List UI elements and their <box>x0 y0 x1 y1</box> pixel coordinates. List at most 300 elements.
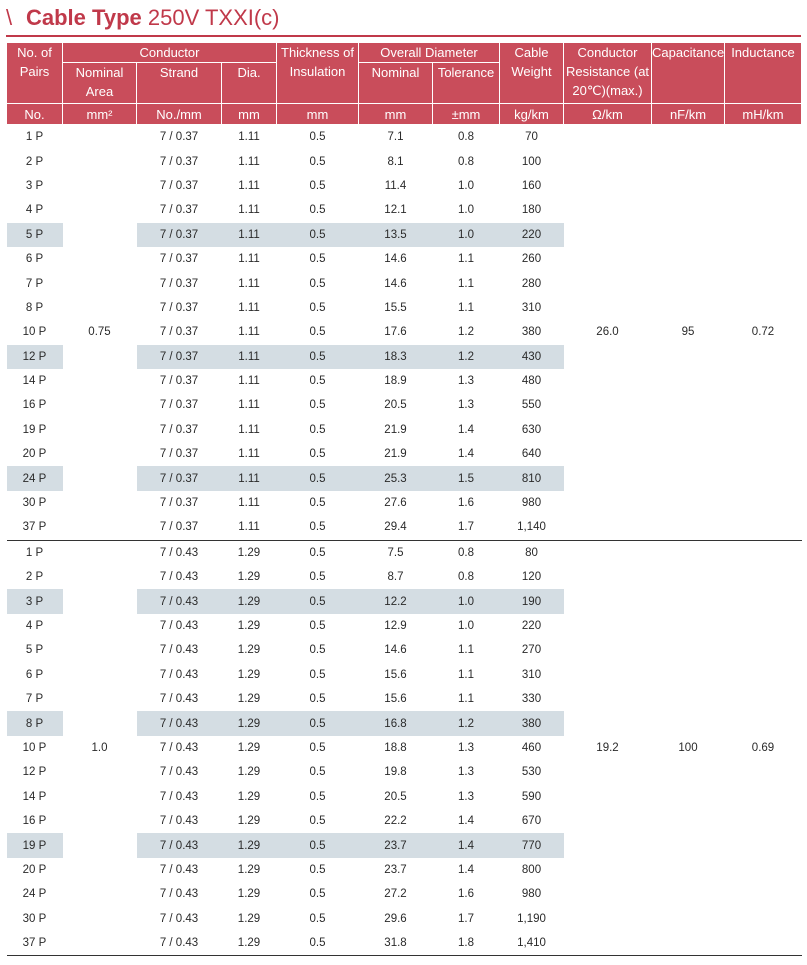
empty-cell <box>652 369 725 393</box>
od-tolerance-cell: 1.1 <box>458 668 474 681</box>
page-title <box>6 4 801 32</box>
strand-cell: 7 / 0.43 <box>137 589 222 613</box>
empty-cell <box>564 760 652 784</box>
empty-cell <box>564 174 652 198</box>
od-nominal-cell: 18.8 <box>384 741 407 754</box>
capacitance-cell: 100 <box>678 741 698 754</box>
od-tolerance-cell: 1.0 <box>433 589 500 613</box>
weight-cell: 190 <box>500 589 564 613</box>
strand-cell: 7 / 0.37 <box>159 179 199 192</box>
empty-cell <box>725 687 802 711</box>
empty-cell <box>652 149 725 173</box>
od-nominal-cell: 20.5 <box>384 790 407 803</box>
strand-cell: 7 / 0.37 <box>159 448 199 461</box>
col-dia: Dia. <box>222 63 277 104</box>
od-nominal-cell: 21.9 <box>384 423 407 436</box>
weight-cell: 260 <box>521 253 542 266</box>
empty-cell <box>725 614 802 638</box>
insulation-cell: 0.5 <box>309 326 326 339</box>
empty-cell <box>564 809 652 833</box>
title-slash: \ <box>6 5 13 30</box>
od-tolerance-cell: 0.8 <box>458 131 474 144</box>
empty-cell <box>725 174 802 198</box>
empty-cell <box>725 466 802 490</box>
empty-cell <box>63 760 137 784</box>
strand-cell: 7 / 0.37 <box>159 399 199 412</box>
insulation-cell: 0.5 <box>277 515 359 540</box>
weight-cell: 480 <box>521 375 542 388</box>
strand-cell: 7 / 0.37 <box>137 466 222 490</box>
insulation-cell: 0.5 <box>309 375 326 388</box>
empty-cell <box>652 687 725 711</box>
empty-cell <box>652 711 725 735</box>
empty-cell <box>63 882 137 906</box>
strand-cell: 7 / 0.43 <box>159 571 199 584</box>
od-tolerance-cell: 1.1 <box>458 693 474 706</box>
dia-cell: 1.11 <box>222 223 277 247</box>
empty-cell <box>652 515 725 540</box>
od-tolerance-cell: 1.3 <box>458 741 474 754</box>
title-normal: 250V TXXI(c) <box>141 5 280 30</box>
dia-cell: 1.11 <box>238 423 260 436</box>
dia-cell: 1.29 <box>237 888 261 901</box>
pairs-cell: 5 P <box>7 223 63 247</box>
unit-cell: mm² <box>63 104 137 125</box>
strand-cell: 7 / 0.37 <box>159 131 199 144</box>
empty-cell <box>564 223 652 247</box>
table-row <box>7 638 802 662</box>
col-overall-diameter: Overall Diameter <box>359 43 500 63</box>
empty-cell <box>652 418 725 442</box>
table-row <box>7 345 802 369</box>
insulation-cell: 0.5 <box>309 693 326 706</box>
od-tolerance-cell: 0.8 <box>458 571 474 584</box>
empty-cell <box>564 149 652 173</box>
pairs-cell: 1 P <box>25 546 44 559</box>
od-nominal-cell: 13.5 <box>359 223 433 247</box>
empty-cell <box>725 540 802 565</box>
insulation-cell: 0.5 <box>309 423 326 436</box>
od-tolerance-cell: 1.1 <box>458 277 474 290</box>
od-nominal-cell: 23.7 <box>359 833 433 857</box>
dia-cell: 1.29 <box>237 668 261 681</box>
col-resistance: Conductor Resistance (at 20℃)(max.) <box>564 43 652 104</box>
strand-cell: 7 / 0.43 <box>159 620 199 632</box>
weight-cell: 430 <box>500 345 564 369</box>
od-tolerance-cell: 1.4 <box>458 815 474 828</box>
table-row <box>7 198 802 222</box>
col-capacitance: Capacitance <box>652 43 725 104</box>
od-tolerance-cell: 1.1 <box>458 644 474 657</box>
od-tolerance-cell: 1.4 <box>458 448 474 461</box>
table-row <box>7 711 802 735</box>
empty-cell <box>564 907 652 931</box>
empty-cell <box>564 125 652 150</box>
od-tolerance-cell: 1.4 <box>458 423 474 436</box>
table-row <box>7 663 802 687</box>
table-row <box>7 125 802 150</box>
weight-cell: 460 <box>521 741 542 754</box>
od-tolerance-cell: 1.1 <box>458 301 474 314</box>
col-pairs: No. of Pairs <box>7 43 63 104</box>
od-tolerance-cell: 0.8 <box>458 155 474 168</box>
pairs-cell: 30 P <box>22 912 47 925</box>
pairs-cell: 30 P <box>22 497 47 510</box>
od-tolerance-cell: 1.4 <box>433 833 500 857</box>
empty-cell <box>725 393 802 417</box>
insulation-cell: 0.5 <box>277 466 359 490</box>
table-row <box>7 760 802 784</box>
weight-cell: 590 <box>521 790 542 803</box>
insulation-cell: 0.5 <box>309 131 326 144</box>
dia-cell: 1.29 <box>222 833 277 857</box>
empty-cell <box>564 345 652 369</box>
empty-cell <box>652 540 725 565</box>
weight-cell: 70 <box>525 131 538 144</box>
pairs-cell: 20 P <box>22 448 47 461</box>
empty-cell <box>652 125 725 150</box>
empty-cell <box>63 687 137 711</box>
strand-cell: 7 / 0.43 <box>159 693 199 706</box>
empty-cell <box>564 785 652 809</box>
od-nominal-cell: 12.2 <box>359 589 433 613</box>
od-nominal-cell: 8.7 <box>387 571 404 584</box>
empty-cell <box>725 247 802 271</box>
weight-cell: 80 <box>525 546 538 559</box>
dia-cell: 1.29 <box>237 790 261 803</box>
pairs-cell: 7 P <box>25 277 44 290</box>
od-tolerance-cell: 1.7 <box>433 515 500 540</box>
table-row <box>7 174 802 198</box>
od-tolerance-cell: 1.4 <box>458 863 474 876</box>
pairs-cell: 5 P <box>25 644 44 657</box>
pairs-cell: 2 P <box>25 155 44 168</box>
table-row <box>7 149 802 173</box>
pairs-cell: 20 P <box>22 863 47 876</box>
table-row <box>7 369 802 393</box>
weight-cell: 550 <box>521 399 542 412</box>
table-row <box>7 393 802 417</box>
od-nominal-cell: 16.8 <box>359 711 433 735</box>
empty-cell <box>725 785 802 809</box>
strand-cell: 7 / 0.37 <box>137 515 222 540</box>
od-tolerance-cell: 1.0 <box>433 223 500 247</box>
od-nominal-cell: 7.5 <box>387 546 404 559</box>
empty-cell <box>63 223 137 247</box>
dia-cell: 1.29 <box>237 741 261 754</box>
od-nominal-cell: 31.8 <box>359 931 433 956</box>
weight-cell: 310 <box>521 301 542 314</box>
od-tolerance-cell: 1.2 <box>458 326 474 339</box>
unit-cell: mm <box>222 104 277 125</box>
insulation-cell: 0.5 <box>309 546 326 559</box>
pairs-cell: 4 P <box>25 620 44 632</box>
table-row <box>7 882 802 906</box>
empty-cell <box>564 663 652 687</box>
empty-cell <box>725 589 802 613</box>
empty-cell <box>63 442 137 466</box>
weight-cell: 310 <box>521 668 542 681</box>
dia-cell: 1.29 <box>237 546 261 559</box>
empty-cell <box>564 418 652 442</box>
empty-cell <box>725 663 802 687</box>
pairs-cell: 16 P <box>22 815 47 828</box>
strand-cell: 7 / 0.37 <box>159 277 199 290</box>
od-tolerance-cell: 1.2 <box>433 711 500 735</box>
col-strand: Strand <box>137 63 222 104</box>
weight-cell: 330 <box>521 693 542 706</box>
pairs-cell: 3 P <box>7 589 63 613</box>
dia-cell: 1.29 <box>237 571 261 584</box>
weight-cell: 810 <box>500 466 564 490</box>
weight-cell: 1,410 <box>500 931 564 956</box>
pairs-cell: 14 P <box>22 375 47 388</box>
empty-cell <box>564 565 652 589</box>
od-nominal-cell: 11.4 <box>384 179 407 192</box>
insulation-cell: 0.5 <box>309 497 326 510</box>
insulation-cell: 0.5 <box>309 863 326 876</box>
unit-cell: No. <box>7 104 63 125</box>
dia-cell: 1.11 <box>238 375 260 388</box>
unit-cell: No./mm <box>137 104 222 125</box>
empty-cell <box>63 369 137 393</box>
empty-cell <box>63 296 137 320</box>
insulation-cell: 0.5 <box>277 833 359 857</box>
strand-cell: 7 / 0.43 <box>159 644 199 657</box>
table-row <box>7 247 802 271</box>
unit-cell: mm <box>277 104 359 125</box>
pairs-cell: 10 P <box>22 326 47 339</box>
col-od-nominal: Nominal <box>359 63 433 104</box>
dia-cell: 1.11 <box>238 131 260 144</box>
empty-cell <box>725 711 802 735</box>
empty-cell <box>725 833 802 857</box>
dia-cell: 1.29 <box>237 912 261 925</box>
od-tolerance-cell: 1.1 <box>458 253 474 266</box>
table-row <box>7 736 802 760</box>
weight-cell: 980 <box>521 497 542 510</box>
od-tolerance-cell: 1.3 <box>458 790 474 803</box>
strand-cell: 7 / 0.37 <box>137 345 222 369</box>
dia-cell: 1.29 <box>237 693 261 706</box>
weight-cell: 180 <box>521 204 542 217</box>
table-row <box>7 320 802 344</box>
insulation-cell: 0.5 <box>309 912 326 925</box>
weight-cell: 1,190 <box>517 912 546 925</box>
pairs-cell: 37 P <box>7 515 63 540</box>
table-row <box>7 858 802 882</box>
strand-cell: 7 / 0.37 <box>159 155 199 168</box>
dia-cell: 1.11 <box>238 253 260 266</box>
od-tolerance-cell: 1.7 <box>458 912 474 925</box>
od-nominal-cell: 8.1 <box>387 155 404 168</box>
od-nominal-cell: 14.6 <box>384 253 407 266</box>
empty-cell <box>63 858 137 882</box>
strand-cell: 7 / 0.43 <box>159 888 199 901</box>
empty-cell <box>564 687 652 711</box>
empty-cell <box>564 369 652 393</box>
empty-cell <box>652 345 725 369</box>
pairs-cell: 4 P <box>25 204 44 217</box>
od-tolerance-cell: 1.0 <box>458 620 474 632</box>
weight-cell: 770 <box>500 833 564 857</box>
empty-cell <box>63 711 137 735</box>
pairs-cell: 1 P <box>25 131 44 144</box>
weight-cell: 800 <box>521 863 542 876</box>
units-row <box>7 104 802 125</box>
od-nominal-cell: 29.6 <box>384 912 407 925</box>
empty-cell <box>564 638 652 662</box>
empty-cell <box>725 565 802 589</box>
weight-cell: 380 <box>521 326 542 339</box>
empty-cell <box>652 491 725 515</box>
col-weight: Cable Weight <box>500 43 564 104</box>
dia-cell: 1.29 <box>237 620 261 632</box>
empty-cell <box>63 247 137 271</box>
strand-cell: 7 / 0.37 <box>159 497 199 510</box>
empty-cell <box>564 393 652 417</box>
empty-cell <box>564 247 652 271</box>
strand-cell: 7 / 0.43 <box>137 833 222 857</box>
strand-cell: 7 / 0.43 <box>159 912 199 925</box>
table-row <box>7 907 802 931</box>
od-nominal-cell: 15.5 <box>384 301 407 314</box>
table-row <box>7 540 802 565</box>
empty-cell <box>564 271 652 295</box>
od-nominal-cell: 18.9 <box>384 375 407 388</box>
insulation-cell: 0.5 <box>309 204 326 217</box>
od-tolerance-cell: 1.0 <box>458 179 474 192</box>
insulation-cell: 0.5 <box>309 277 326 290</box>
unit-cell: Ω/km <box>564 104 652 125</box>
empty-cell <box>63 491 137 515</box>
empty-cell <box>564 614 652 638</box>
empty-cell <box>652 223 725 247</box>
col-conductor: Conductor <box>63 43 277 63</box>
weight-cell: 120 <box>521 571 542 584</box>
od-nominal-cell: 12.9 <box>384 620 407 632</box>
dia-cell: 1.11 <box>238 326 260 339</box>
empty-cell <box>564 491 652 515</box>
od-nominal-cell: 18.3 <box>359 345 433 369</box>
weight-cell: 380 <box>500 711 564 735</box>
weight-cell: 220 <box>521 620 542 632</box>
strand-cell: 7 / 0.37 <box>159 301 199 314</box>
table-row <box>7 614 802 638</box>
table-row <box>7 565 802 589</box>
empty-cell <box>652 247 725 271</box>
od-nominal-cell: 19.8 <box>384 766 407 779</box>
empty-cell <box>725 345 802 369</box>
capacitance-cell: 95 <box>681 326 695 339</box>
empty-cell <box>725 296 802 320</box>
insulation-cell: 0.5 <box>309 766 326 779</box>
empty-cell <box>564 833 652 857</box>
dia-cell: 1.11 <box>238 448 260 461</box>
insulation-cell: 0.5 <box>309 179 326 192</box>
dia-cell: 1.11 <box>238 155 260 168</box>
strand-cell: 7 / 0.43 <box>159 766 199 779</box>
table-row <box>7 223 802 247</box>
strand-cell: 7 / 0.37 <box>159 423 199 436</box>
col-insulation: Thickness of Insulation <box>277 43 359 104</box>
dia-cell: 1.29 <box>237 863 261 876</box>
od-tolerance-cell: 1.8 <box>433 931 500 956</box>
table-row <box>7 491 802 515</box>
resistance-cell: 19.2 <box>596 741 619 754</box>
unit-cell: ±mm <box>433 104 500 125</box>
strand-cell: 7 / 0.37 <box>159 375 199 388</box>
od-nominal-cell: 25.3 <box>359 466 433 490</box>
empty-cell <box>725 149 802 173</box>
empty-cell <box>652 931 725 956</box>
weight-cell: 280 <box>521 277 542 290</box>
insulation-cell: 0.5 <box>309 790 326 803</box>
spec-table <box>6 42 802 956</box>
dia-cell: 1.11 <box>238 301 260 314</box>
empty-cell <box>63 418 137 442</box>
od-nominal-cell: 15.6 <box>384 668 407 681</box>
insulation-cell: 0.5 <box>309 815 326 828</box>
empty-cell <box>63 345 137 369</box>
od-nominal-cell: 23.7 <box>384 863 407 876</box>
dia-cell: 1.11 <box>222 466 277 490</box>
empty-cell <box>725 907 802 931</box>
table-row <box>7 809 802 833</box>
empty-cell <box>652 393 725 417</box>
empty-cell <box>725 931 802 956</box>
empty-cell <box>652 663 725 687</box>
empty-cell <box>564 589 652 613</box>
strand-cell: 7 / 0.43 <box>159 790 199 803</box>
pairs-cell: 8 P <box>25 301 44 314</box>
insulation-cell: 0.5 <box>309 741 326 754</box>
insulation-cell: 0.5 <box>277 711 359 735</box>
empty-cell <box>63 614 137 638</box>
empty-cell <box>564 296 652 320</box>
empty-cell <box>564 931 652 956</box>
empty-cell <box>652 760 725 784</box>
empty-cell <box>652 198 725 222</box>
empty-cell <box>652 638 725 662</box>
strand-cell: 7 / 0.43 <box>159 741 199 754</box>
strand-cell: 7 / 0.43 <box>159 668 199 681</box>
table-row <box>7 271 802 295</box>
empty-cell <box>652 271 725 295</box>
empty-cell <box>63 809 137 833</box>
od-nominal-cell: 27.2 <box>384 888 407 901</box>
pairs-cell: 37 P <box>7 931 63 956</box>
empty-cell <box>63 931 137 956</box>
od-nominal-cell: 27.6 <box>384 497 407 510</box>
empty-cell <box>725 223 802 247</box>
insulation-cell: 0.5 <box>277 223 359 247</box>
empty-cell <box>63 393 137 417</box>
col-inductance: Inductance <box>725 43 802 104</box>
dia-cell: 1.11 <box>222 345 277 369</box>
title-bold: Cable Type <box>26 5 142 30</box>
insulation-cell: 0.5 <box>309 448 326 461</box>
title-rule <box>6 35 801 37</box>
dia-cell: 1.11 <box>238 179 260 192</box>
empty-cell <box>564 540 652 565</box>
pairs-cell: 6 P <box>25 253 44 266</box>
empty-cell <box>564 442 652 466</box>
strand-cell: 7 / 0.43 <box>137 931 222 956</box>
empty-cell <box>652 809 725 833</box>
dia-cell: 1.11 <box>238 204 260 217</box>
od-nominal-cell: 17.6 <box>384 326 407 339</box>
